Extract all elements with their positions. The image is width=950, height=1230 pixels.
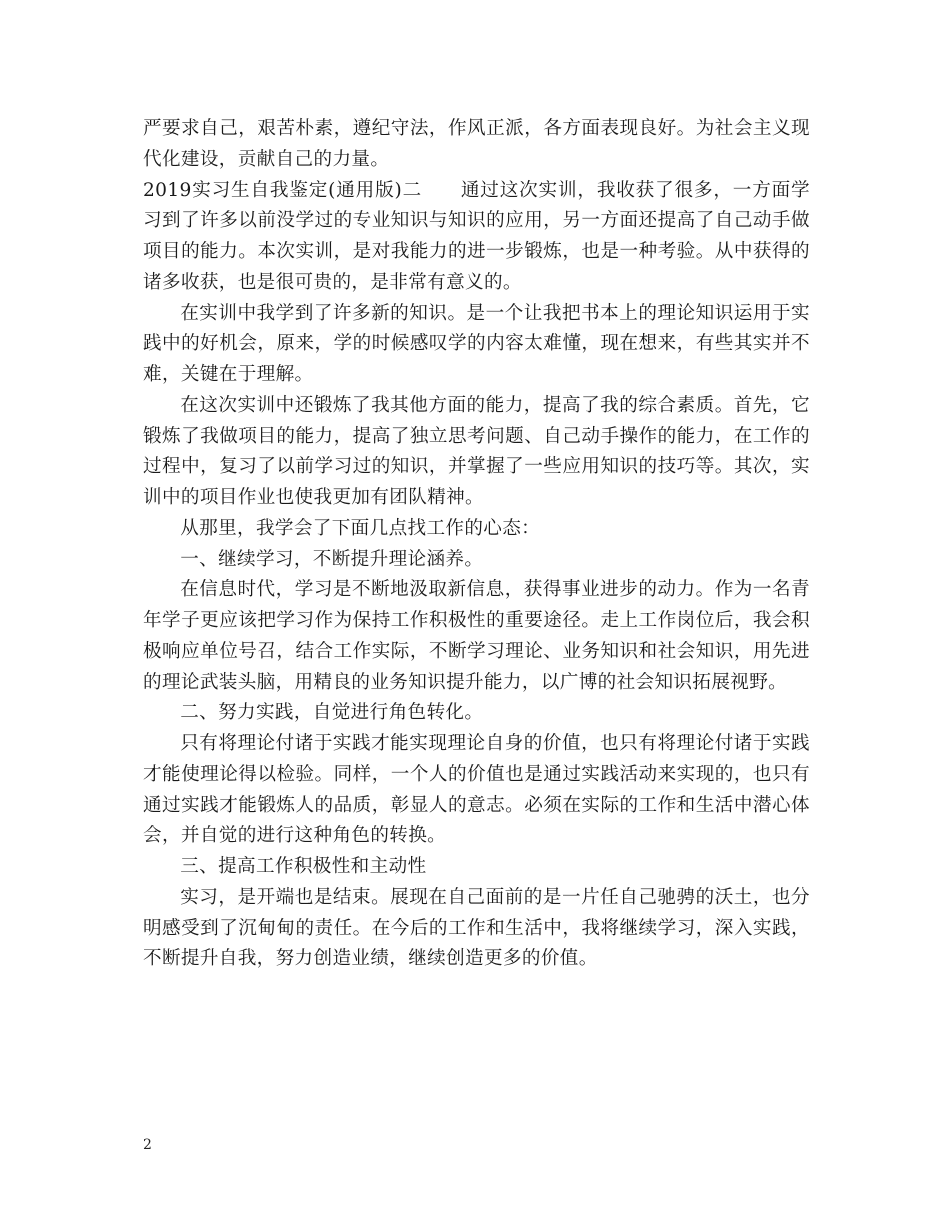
heading-point-three: 三、提高工作积极性和主动性: [180, 856, 427, 877]
heading-point-two: 二、努力实践，自觉进行角色转化。: [180, 702, 484, 724]
paragraph-section-two-intro: 2019实习生自我鉴定(通用版)二 通过这次实训，我收获了很多，一方面学习到了许多以前没学过的专业知识与知识的应用，另一方面还提高了自己动手做项目的能力。本次实训，是对我能力的进一步锻炼，也是一种考验。从中获得的诸多收获，也是很可贵的，是非常有意义的。: [143, 179, 810, 293]
document-body: [143, 114, 810, 975]
heading-point-one: 一、继续学习，不断提升理论涵养。: [180, 548, 484, 570]
paragraph-point-one: 在信息时代，学习是不断地汲取新信息，获得事业进步的动力。作为一名青年学子更应该把学习作为保持工作积极性的重要途径。走上工作岗位后，我会积极响应单位号召，结合工作实际，不断学习理论、业务知识和社会知识，用先进的理论武装头脑，用精良的业务知识提升能力，以广博的社会知识拓展视野。: [143, 579, 810, 693]
paragraph-other-abilities: 在这次实训中还锻炼了我其他方面的能力，提高了我的综合素质。首先，它锻炼了我做项目的能力，提高了独立思考问题、自己动手操作的能力，在工作的过程中，复习了以前学习过的知识，并掌握了一些应用知识的技巧等。其次，实训中的项目作业也使我更加有团队精神。: [143, 394, 810, 508]
paragraph-point-three: 实习，是开端也是结束。展现在自己面前的是一片任自己驰骋的沃土，也分明感受到了沉甸甸的责任。在今后的工作和生活中，我将继续学习，深入实践，不断提升自我，努力创造业绩，继续创造更多的价值。: [143, 886, 810, 970]
paragraph-continuation: 严要求自己，艰苦朴素，遵纪守法，作风正派，各方面表现良好。为社会主义现代化建设，贡献自己的力量。: [143, 118, 810, 170]
paragraph-new-knowledge: 在实训中我学到了许多新的知识。是一个让我把书本上的理论知识运用于实践中的好机会，原来，学的时候感叹学的内容太难懂，现在想来，有些其实并不难，关键在于理解。: [143, 302, 810, 385]
paragraph-point-two: 只有将理论付诸于实践才能实现理论自身的价值，也只有将理论付诸于实践才能使理论得以检验。同样，一个人的价值也是通过实践活动来实现的，也只有通过实践才能锻炼人的品质，彰显人的意志。必须在实际的工作和生活中潜心体会，并自觉的进行这种角色的转换。: [143, 733, 810, 847]
paragraph-job-mindset-intro: 从那里，我学会了下面几点找工作的心态：: [180, 517, 541, 539]
page-number: 2: [143, 1137, 152, 1153]
